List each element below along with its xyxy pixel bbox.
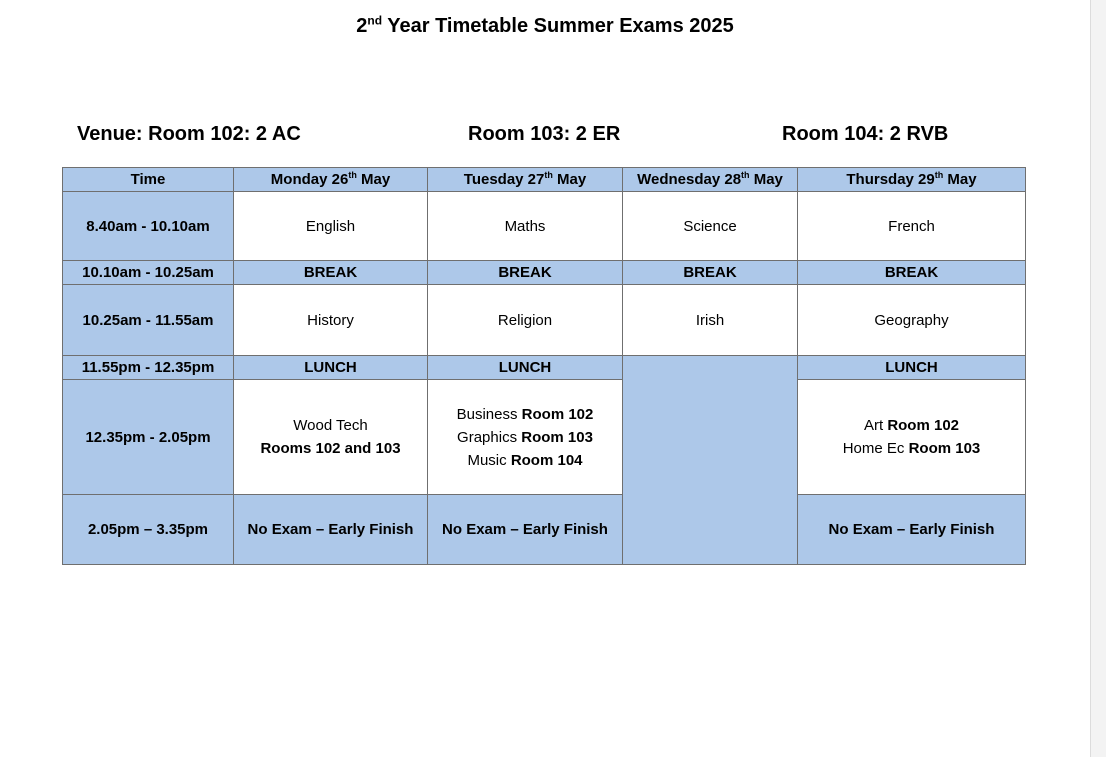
time-cell: 8.40am - 10.10am <box>63 192 234 261</box>
lunch-cell: LUNCH <box>428 356 623 380</box>
header-monday: Monday 26th May <box>234 168 428 192</box>
exam-timetable <box>62 167 1026 565</box>
page-edge <box>1090 0 1106 757</box>
header-time: Time <box>63 168 234 192</box>
exam-cell-tuesday: Maths <box>428 192 623 261</box>
no-exam-cell: No Exam – Early Finish <box>428 495 623 565</box>
time-cell: 10.25am - 11.55am <box>63 285 234 356</box>
venue-room-103: Room 103: 2 ER <box>468 123 621 145</box>
venue-room-104: Room 104: 2 RVB <box>782 123 949 145</box>
exam-cell-wednesday: Irish <box>623 285 798 356</box>
header-wednesday: Wednesday 28th May <box>623 168 798 192</box>
break-cell: BREAK <box>428 261 623 285</box>
exam-cell-monday: History <box>234 285 428 356</box>
table-row <box>63 261 1026 285</box>
table-row <box>63 495 1026 565</box>
exam-line: Business Room 102 <box>456 405 594 423</box>
time-cell: 11.55pm - 12.35pm <box>63 356 234 380</box>
header-thursday: Thursday 29th May <box>798 168 1026 192</box>
time-cell: 2.05pm – 3.35pm <box>63 495 234 565</box>
exam-line: Home Ec Room 103 <box>842 440 981 457</box>
lunch-cell: LUNCH <box>798 356 1026 380</box>
header-tuesday: Tuesday 27th May <box>428 168 623 192</box>
exam-cell-tuesday: Religion <box>428 285 623 356</box>
break-cell: BREAK <box>234 261 428 285</box>
table-row <box>63 285 1026 356</box>
table-row <box>63 192 1026 261</box>
no-exam-cell: No Exam – Early Finish <box>234 495 428 565</box>
exam-line: Art Room 102 <box>863 417 960 434</box>
room-label: Rooms 102 and 103 <box>260 440 401 457</box>
time-cell: 12.35pm - 2.05pm <box>63 380 234 495</box>
exam-cell-monday <box>234 380 428 495</box>
exam-line: Music Room 104 <box>467 451 583 469</box>
table-row <box>63 356 1026 380</box>
exam-line: Graphics Room 103 <box>457 428 593 446</box>
exam-cell-thursday <box>798 380 1026 495</box>
venue-room-102: Venue: Room 102: 2 AC <box>77 123 301 145</box>
break-cell: BREAK <box>623 261 798 285</box>
wednesday-afternoon-empty <box>623 356 798 565</box>
subject-label: Wood Tech <box>293 417 368 434</box>
exam-cell-monday: English <box>234 192 428 261</box>
table-row <box>63 380 1026 495</box>
header-row <box>63 168 1026 192</box>
time-cell: 10.10am - 10.25am <box>63 261 234 285</box>
no-exam-cell: No Exam – Early Finish <box>798 495 1026 565</box>
exam-cell-tuesday <box>428 380 623 495</box>
exam-cell-thursday: Geography <box>798 285 1026 356</box>
lunch-cell: LUNCH <box>234 356 428 380</box>
exam-cell-wednesday: Science <box>623 192 798 261</box>
break-cell: BREAK <box>798 261 1026 285</box>
exam-cell-thursday: French <box>798 192 1026 261</box>
page-title: 2nd Year Timetable Summer Exams 2025 <box>356 13 734 37</box>
